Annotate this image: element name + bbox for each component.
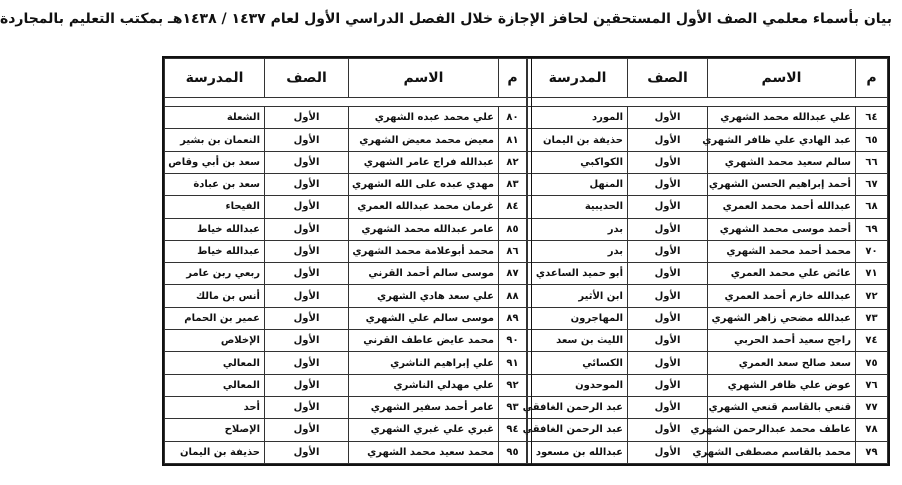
row-number: ٩٢ [499,374,527,396]
header-grade: الصف [265,59,349,98]
spacer-cell [528,98,888,107]
teacher-name: عبدالله مضحي زاهر الشهري [708,307,856,329]
school-name: حذيفة بن اليمان [528,129,628,151]
teacher-name: أحمد إبراهيم الحسن الشهري [708,174,856,196]
row-number: ٨٢ [499,151,527,173]
grade-cell: الأول [628,129,708,151]
document-title: بيان بأسماء معلمي الصف الأول المستحقين لحافز الإجازة خلال الفصل الدراسي الأول لعام ١٤٣٧ / ١٤٣٨هـ بمكتب التعليم بالمجاردة [0,11,892,27]
grade-cell: الأول [265,396,349,418]
table-row [165,396,527,418]
row-number: ٧٣ [856,307,888,329]
table-row [165,240,527,262]
header-num: م [856,59,888,98]
grade-cell: الأول [628,352,708,374]
grade-cell: الأول [265,107,349,129]
teacher-name: علي عبدالله محمد الشهري [708,107,856,129]
grade-cell: الأول [628,240,708,262]
school-name: الكواكبي [528,151,628,173]
header-name: الاسم [349,59,499,98]
grade-cell: الأول [628,174,708,196]
grade-cell: الأول [265,441,349,463]
teacher-name: سعد صالح سعد العمري [708,352,856,374]
table-row [528,396,888,418]
table-row [165,129,527,151]
table-row [528,263,888,285]
school-name: الكسائي [528,352,628,374]
teacher-name: معيض محمد معيض الشهري [349,129,499,151]
table-row [528,151,888,173]
teachers-table-left [164,58,527,464]
school-name: عبد الرحمن الغافقي [528,419,628,441]
grade-cell: الأول [265,374,349,396]
row-number: ٧٢ [856,285,888,307]
teacher-name: عاطف محمد عبدالرحمن الشهري [708,419,856,441]
spacer-row [528,98,888,107]
school-name: المهاجرون [528,307,628,329]
row-number: ٦٩ [856,218,888,240]
school-name: عبدالله خياط [165,218,265,240]
grade-cell: الأول [265,330,349,352]
row-number: ٦٦ [856,151,888,173]
grade-cell: الأول [628,263,708,285]
teacher-name: غرمان محمد عبدالله العمري [349,196,499,218]
grade-cell: الأول [628,151,708,173]
grade-cell: الأول [265,240,349,262]
spacer-row [165,98,527,107]
teacher-name: عامر أحمد سفير الشهري [349,396,499,418]
grade-cell: الأول [628,441,708,463]
teacher-name: غبري علي غبري الشهري [349,419,499,441]
grade-cell: الأول [628,307,708,329]
school-name: عبدالله خياط [165,240,265,262]
school-name: النعمان بن بشير [165,129,265,151]
teacher-name: عامر عبدالله محمد الشهري [349,218,499,240]
table-row [165,263,527,285]
school-name: المعالي [165,374,265,396]
teacher-name: عائض علي محمد العمري [708,263,856,285]
school-name: الموحدون [528,374,628,396]
teacher-name: عبدالله أحمد محمد العمري [708,196,856,218]
table-row [528,218,888,240]
table-row [165,352,527,374]
row-number: ٧٩ [856,441,888,463]
header-school: المدرسة [528,59,628,98]
table-row [165,285,527,307]
school-name: أبو حميد الساعدي [528,263,628,285]
row-number: ٧٥ [856,352,888,374]
school-name: الإخلاص [165,330,265,352]
school-name: الفيحاء [165,196,265,218]
table-row [165,330,527,352]
grade-cell: الأول [628,218,708,240]
teacher-name: علي مهدلي الناشري [349,374,499,396]
row-number: ٧١ [856,263,888,285]
school-name: الإصلاح [165,419,265,441]
header-name: الاسم [708,59,856,98]
table-row [528,285,888,307]
row-number: ٩٠ [499,330,527,352]
school-name: بدر [528,240,628,262]
row-number: ٨١ [499,129,527,151]
row-number: ٨٦ [499,240,527,262]
grade-cell: الأول [265,196,349,218]
header-grade: الصف [628,59,708,98]
row-number: ٩٥ [499,441,527,463]
row-number: ٨٣ [499,174,527,196]
right-table-body [522,98,888,464]
grade-cell: الأول [628,196,708,218]
teacher-name: عبدالله خازم أحمد العمري [708,285,856,307]
teacher-name: راجح سعيد أحمد الحربي [708,330,856,352]
teacher-name: عبدالله فراج عامر الشهري [349,151,499,173]
row-number: ٧٦ [856,374,888,396]
grade-cell: الأول [628,107,708,129]
left-table-body [165,98,527,464]
school-name: المورد [528,107,628,129]
grade-cell: الأول [265,263,349,285]
teacher-name: موسى سالم علي الشهري [349,307,499,329]
school-name: سعد بن أبي وقاص [165,151,265,173]
table-header-row [165,59,527,98]
table-row [165,107,527,129]
table-row [165,151,527,173]
teacher-name: محمد بالقاسم مصطفى الشهري [708,441,856,463]
school-name: عبدالله بن مسعود [528,441,628,463]
table-row [528,129,888,151]
teacher-name: محمد سعيد محمد الشهري [349,441,499,463]
table-row [528,330,888,352]
header-school: المدرسة [165,59,265,98]
row-number: ٨٥ [499,218,527,240]
row-number: ٦٥ [856,129,888,151]
table-row [165,419,527,441]
grade-cell: الأول [628,419,708,441]
teacher-name: محمد أبوعلامة محمد الشهري [349,240,499,262]
grade-cell: الأول [265,151,349,173]
grade-cell: الأول [265,419,349,441]
school-name: المعالي [165,352,265,374]
teacher-name: علي محمد عبده الشهري [349,107,499,129]
row-number: ٧٨ [856,419,888,441]
grade-cell: الأول [628,396,708,418]
teacher-name: عوض علي ظافر الشهري [708,374,856,396]
row-number: ٨٧ [499,263,527,285]
table-row [528,174,888,196]
table-header-row [528,59,888,98]
row-number: ٧٧ [856,396,888,418]
teacher-name: محمد أحمد محمد الشهري [708,240,856,262]
school-name: بدر [528,218,628,240]
school-name: حذيفة بن اليمان [165,441,265,463]
row-number: ٩٤ [499,419,527,441]
grade-cell: الأول [628,285,708,307]
row-number: ٨٨ [499,285,527,307]
school-name: ابن الأثير [528,285,628,307]
teacher-name: قنعي بالقاسم قنعي الشهري [708,396,856,418]
school-name: الشعلة [165,107,265,129]
table-row [165,374,527,396]
school-name: أحد [165,396,265,418]
grade-cell: الأول [265,285,349,307]
school-name: أنس بن مالك [165,285,265,307]
table-row [528,352,888,374]
teacher-name: أحمد موسى محمد الشهري [708,218,856,240]
grade-cell: الأول [265,129,349,151]
header-num: م [499,59,527,98]
table-row [165,218,527,240]
school-name: المنهل [528,174,628,196]
spacer-cell [165,98,527,107]
grade-cell: الأول [265,218,349,240]
teacher-name: عبد الهادي علي ظافر الشهري [708,129,856,151]
grade-cell: الأول [628,330,708,352]
table-row [528,441,888,463]
table-row [165,307,527,329]
grade-cell: الأول [265,352,349,374]
table-row [165,174,527,196]
teacher-name: موسى سالم أحمد القرني [349,263,499,285]
school-name: ربعي ربن عامر [165,263,265,285]
grade-cell: الأول [265,174,349,196]
teachers-table-right [522,58,888,464]
row-number: ٦٧ [856,174,888,196]
row-number: ٨٠ [499,107,527,129]
row-number: ٧٤ [856,330,888,352]
teacher-name: سالم سعيد محمد الشهري [708,151,856,173]
row-number: ٧٠ [856,240,888,262]
row-number: ٨٤ [499,196,527,218]
teacher-name: محمد عايض عاطف القرني [349,330,499,352]
school-name: الحديبية [528,196,628,218]
row-number: ٨٩ [499,307,527,329]
table-row [165,441,527,463]
row-number: ٦٨ [856,196,888,218]
grade-cell: الأول [265,307,349,329]
school-name: الليث بن سعد [528,330,628,352]
teacher-name: مهدي عبده على الله الشهري [349,174,499,196]
table-row [528,307,888,329]
teacher-name: علي إبراهيم الناشري [349,352,499,374]
table-row [528,419,888,441]
table-row [528,240,888,262]
row-number: ٩١ [499,352,527,374]
school-name: عبد الرحمن الغافقي [528,396,628,418]
table-row [528,374,888,396]
teachers-sheet [162,56,890,466]
school-name: عمير بن الحمام [165,307,265,329]
table-row [528,196,888,218]
row-number: ٩٣ [499,396,527,418]
table-row [165,196,527,218]
table-row [528,107,888,129]
row-number: ٦٤ [856,107,888,129]
school-name: سعد بن عبادة [165,174,265,196]
teacher-name: علي سعد هادي الشهري [349,285,499,307]
grade-cell: الأول [628,374,708,396]
